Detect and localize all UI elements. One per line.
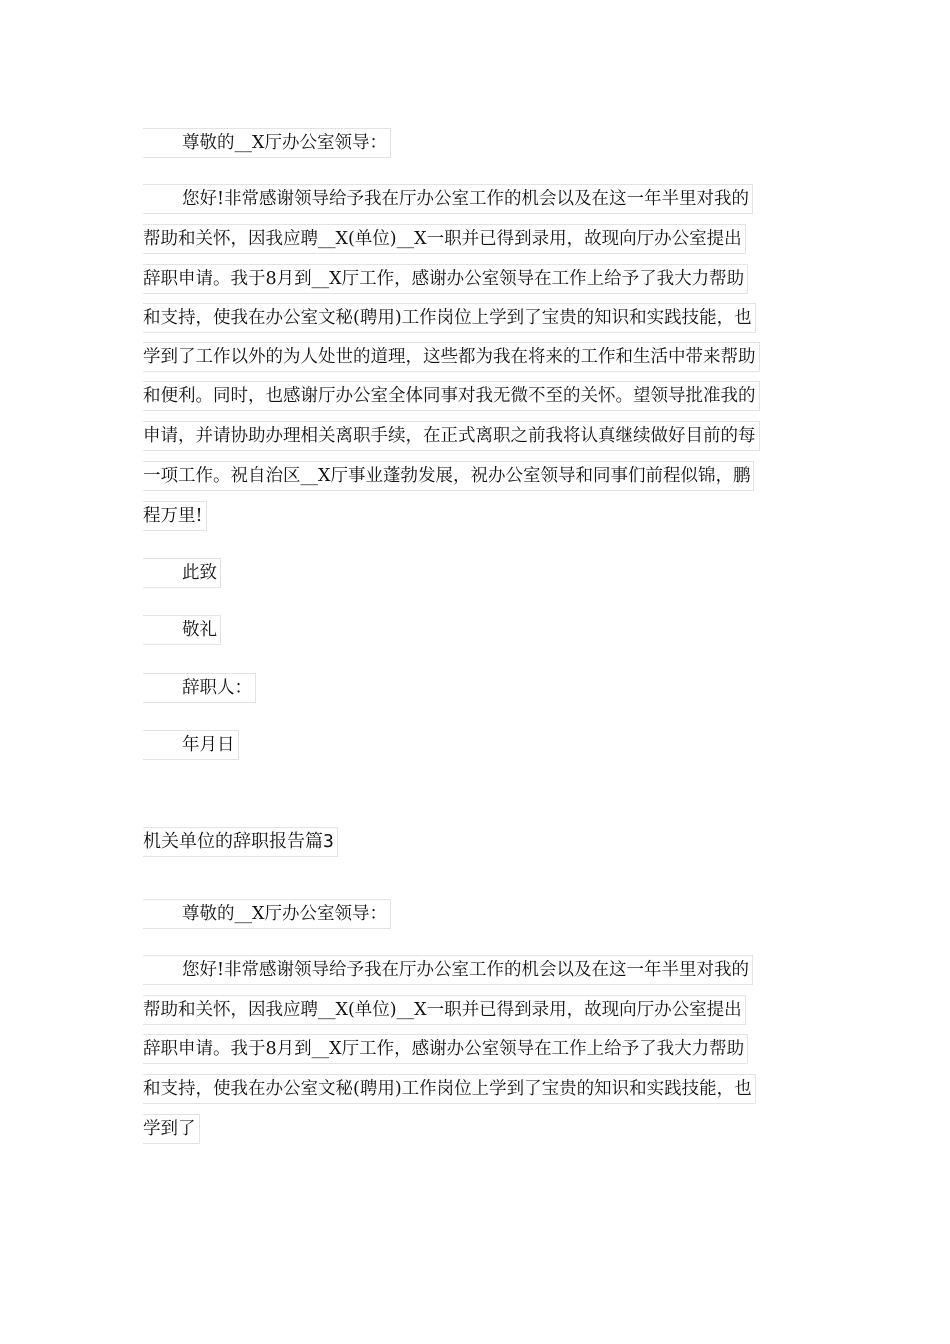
body-line: 申请，并请协助办理相关离职手续，在正式离职之前我将认真继续做好目前的每 (143, 421, 760, 451)
body-line: 程万里! (143, 501, 207, 531)
body-line: 您好!非常感谢领导给予我在厅办公室工作的机会以及在这一年半里对我的 (143, 184, 753, 214)
body-line: 您好!非常感谢领导给予我在厅办公室工作的机会以及在这一年半里对我的 (143, 955, 753, 985)
body-line: 辞职申请。我于8月到__X厅工作，感谢办公室领导在工作上给予了我大力帮助 (143, 264, 748, 294)
body-line: 和支持，使我在办公室文秘(聘用)工作岗位上学到了宝贵的知识和实践技能，也 (143, 1074, 756, 1104)
body-line: 帮助和关怀，因我应聘__X(单位)__X一职并已得到录用，故现向厅办公室提出 (143, 995, 746, 1025)
body-line: 学到了工作以外的为人处世的道理，这些都为我在将来的工作和生活中带来帮助 (143, 342, 760, 372)
closing-line: 此致 (143, 558, 221, 588)
body-line: 辞职申请。我于8月到__X厅工作，感谢办公室领导在工作上给予了我大力帮助 (143, 1034, 748, 1064)
body-line: 和便利。同时，也感谢厅办公室全体同事对我无微不至的关怀。望领导批准我的 (143, 381, 760, 411)
date-line: 年月日 (143, 730, 239, 760)
body-line: 学到了 (143, 1114, 200, 1144)
body-line: 和支持，使我在办公室文秘(聘用)工作岗位上学到了宝贵的知识和实践技能，也 (143, 303, 756, 333)
body-line: 一项工作。祝自治区__X厅事业蓬勃发展，祝办公室领导和同事们前程似锦，鹏 (143, 461, 754, 491)
signer-line: 辞职人： (143, 673, 256, 703)
section-heading: 机关单位的辞职报告篇3 (143, 827, 338, 857)
closing-line: 敬礼 (143, 615, 221, 645)
salutation: 尊敬的__X厅办公室领导： (143, 899, 391, 929)
salutation: 尊敬的__X厅办公室领导： (143, 128, 391, 158)
body-line: 帮助和关怀，因我应聘__X(单位)__X一职并已得到录用，故现向厅办公室提出 (143, 224, 746, 254)
